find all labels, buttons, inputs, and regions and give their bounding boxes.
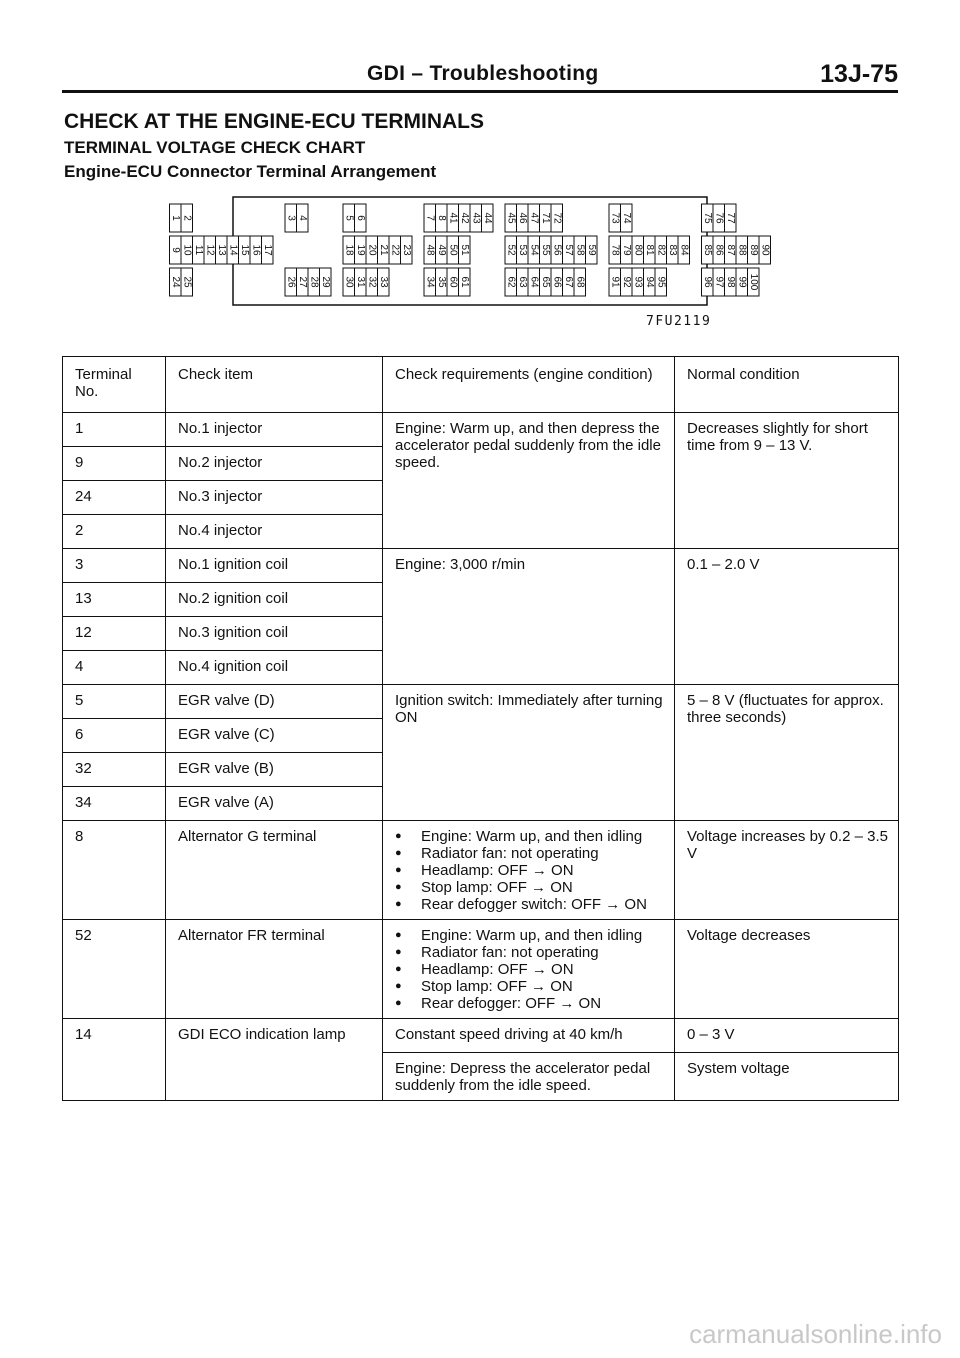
- terminal-pin-label: 44: [481, 212, 493, 224]
- terminal-cell: 34: [63, 787, 166, 821]
- terminal-pin-label: 80: [632, 244, 644, 256]
- table-row: [63, 920, 899, 1019]
- terminal-pin-label: 86: [713, 244, 725, 256]
- terminal-pin-label: 61: [458, 276, 470, 288]
- terminal-cell: 4: [63, 651, 166, 685]
- terminal-pin-label: 93: [632, 276, 644, 288]
- terminal-pin-label: 84: [678, 244, 690, 256]
- terminal-pin-label: 42: [458, 212, 470, 224]
- normal-condition-cell: Voltage increases by 0.2 – 3.5 V: [675, 821, 899, 920]
- check-item-cell: No.3 injector: [166, 481, 383, 515]
- terminal-pin-label: 24: [169, 276, 181, 288]
- terminal-pin-label: 8: [435, 215, 447, 221]
- terminal-pin-label: 32: [366, 276, 378, 288]
- terminal-pin-label: 68: [574, 276, 586, 288]
- requirement-item: ● Radiator fan: not operating: [395, 845, 666, 862]
- requirement-cell: Engine: Depress the accelerator pedal suddenly from the idle speed.: [383, 1053, 675, 1101]
- terminal-pin-label: 47: [528, 212, 540, 224]
- terminal-pin-label: 20: [366, 244, 378, 256]
- terminal-pin-label: 3: [285, 215, 297, 221]
- terminal-pin-label: 33: [377, 276, 389, 288]
- terminal-pin-label: 99: [736, 276, 748, 288]
- terminal-pin-label: 92: [620, 276, 632, 288]
- terminal-pin-label: 78: [609, 244, 621, 256]
- terminal-cell: 14: [63, 1019, 166, 1101]
- terminal-pin-label: 17: [261, 244, 273, 256]
- terminal-pin-label: 1: [169, 215, 181, 221]
- terminal-cell: 5: [63, 685, 166, 719]
- table-row: [63, 413, 899, 447]
- terminal-pin-label: 53: [516, 244, 528, 256]
- terminal-pin-label: 15: [238, 244, 250, 256]
- terminal-cell: 3: [63, 549, 166, 583]
- check-item-cell: GDI ECO indication lamp: [166, 1019, 383, 1101]
- terminal-pin-label: 4: [296, 215, 308, 221]
- terminal-pin-label: 6: [354, 215, 366, 221]
- page-number: 13J-75: [820, 60, 898, 88]
- terminal-pin-label: 27: [296, 276, 308, 288]
- check-item-cell: Alternator G terminal: [166, 821, 383, 920]
- header-check-item: Check item: [166, 357, 383, 413]
- normal-condition-cell: System voltage: [675, 1053, 899, 1101]
- terminal-pin-label: 90: [759, 244, 771, 256]
- terminal-pin-label: 58: [574, 244, 586, 256]
- requirement-item: ● Engine: Warm up, and then idling: [395, 828, 666, 845]
- terminal-pin-label: 26: [285, 276, 297, 288]
- terminal-pin-label: 81: [643, 244, 655, 256]
- check-item-cell: No.4 ignition coil: [166, 651, 383, 685]
- terminal-pin-label: 56: [551, 244, 563, 256]
- check-item-cell: Alternator FR terminal: [166, 920, 383, 1019]
- terminal-cell: 12: [63, 617, 166, 651]
- terminal-pin-label: 62: [505, 276, 517, 288]
- terminal-cell: 6: [63, 719, 166, 753]
- terminal-pin-label: 91: [609, 276, 621, 288]
- terminal-pin-label: 9: [169, 247, 181, 253]
- requirement-list: [395, 927, 666, 1012]
- terminal-pin-label: 65: [539, 276, 551, 288]
- terminal-pin-label: 31: [354, 276, 366, 288]
- terminal-pin-label: 79: [620, 244, 632, 256]
- terminal-pin-label: 45: [505, 212, 517, 224]
- terminal-pin-label: 100: [747, 273, 759, 291]
- table-row: [63, 685, 899, 719]
- terminal-pin-label: 83: [666, 244, 678, 256]
- terminal-pin-label: 97: [713, 276, 725, 288]
- terminal-pin-label: 59: [585, 244, 597, 256]
- terminal-pin-label: 55: [539, 244, 551, 256]
- terminal-cell: 52: [63, 920, 166, 1019]
- check-item-cell: EGR valve (A): [166, 787, 383, 821]
- terminal-pin-label: 10: [181, 244, 193, 256]
- terminal-cell: 13: [63, 583, 166, 617]
- check-item-cell: No.1 ignition coil: [166, 549, 383, 583]
- terminal-pin-label: 60: [447, 276, 459, 288]
- page-header: [62, 60, 898, 90]
- requirement-item: ● Headlamp: OFF → ON: [395, 862, 666, 879]
- terminal-cell: 32: [63, 753, 166, 787]
- terminal-pin-label: 5: [343, 215, 355, 221]
- requirement-item: ● Stop lamp: OFF → ON: [395, 978, 666, 995]
- header-rule: [62, 90, 898, 93]
- terminal-pin-label: 94: [643, 276, 655, 288]
- terminal-pin-label: 76: [713, 212, 725, 224]
- terminal-pin-label: 64: [528, 276, 540, 288]
- table-header-row: [63, 357, 899, 413]
- terminal-pin-label: 87: [724, 244, 736, 256]
- requirement-item: ● Stop lamp: OFF → ON: [395, 879, 666, 896]
- check-item-cell: No.3 ignition coil: [166, 617, 383, 651]
- check-item-cell: No.2 ignition coil: [166, 583, 383, 617]
- requirement-item: ● Rear defogger switch: OFF → ON: [395, 896, 666, 913]
- terminal-pin-label: 14: [227, 244, 239, 256]
- header-normal-condition: Normal condition: [675, 357, 899, 413]
- terminal-cell: 8: [63, 821, 166, 920]
- diagram-figure-id: 7FU2119: [646, 314, 712, 329]
- terminal-pin-label: 54: [528, 244, 540, 256]
- terminal-pin-label: 85: [701, 244, 713, 256]
- terminal-pin-label: 12: [204, 244, 216, 256]
- normal-condition-cell: 5 – 8 V (fluctuates for approx. three seconds): [675, 685, 899, 821]
- terminal-cell: 24: [63, 481, 166, 515]
- requirement-cell: Engine: 3,000 r/min: [383, 549, 675, 685]
- terminal-pin-label: 21: [377, 244, 389, 256]
- terminal-pin-label: 2: [181, 215, 193, 221]
- terminal-pin-label: 19: [354, 244, 366, 256]
- terminal-pin-label: 43: [470, 212, 482, 224]
- terminal-pin-label: 72: [551, 212, 563, 224]
- terminal-pin-label: 67: [562, 276, 574, 288]
- terminal-pin-label: 57: [562, 244, 574, 256]
- terminal-pin-label: 22: [389, 244, 401, 256]
- requirement-item: ● Engine: Warm up, and then idling: [395, 927, 666, 944]
- terminal-pin-label: 98: [724, 276, 736, 288]
- requirement-cell: Engine: Warm up, and then depress the accelerator pedal suddenly from the idle speed.: [383, 413, 675, 549]
- page-header-title: GDI – Troubleshooting: [367, 62, 599, 85]
- requirement-list: [395, 828, 666, 913]
- terminal-pin-label: 13: [215, 244, 227, 256]
- terminal-pin-label: 63: [516, 276, 528, 288]
- terminal-pin-label: 52: [505, 244, 517, 256]
- terminal-pin-label: 28: [308, 276, 320, 288]
- table-row: [63, 821, 899, 920]
- terminal-pin-label: 50: [447, 244, 459, 256]
- check-item-cell: No.4 injector: [166, 515, 383, 549]
- ecu-connector-diagram: [169, 196, 771, 306]
- normal-condition-cell: Voltage decreases: [675, 920, 899, 1019]
- terminal-pin-label: 51: [458, 244, 470, 256]
- check-item-cell: No.1 injector: [166, 413, 383, 447]
- normal-condition-cell: Decreases slightly for short time from 9 – 13 V.: [675, 413, 899, 549]
- terminal-pin-label: 41: [447, 212, 459, 224]
- terminal-cell: 2: [63, 515, 166, 549]
- terminal-pin-label: 48: [424, 244, 436, 256]
- diagram-title: Engine-ECU Connector Terminal Arrangement: [64, 162, 437, 181]
- requirement-cell: Ignition switch: Immediately after turning ON: [383, 685, 675, 821]
- terminal-pin-label: 75: [701, 212, 713, 224]
- requirement-cell: Constant speed driving at 40 km/h: [383, 1019, 675, 1053]
- terminal-pin-label: 73: [609, 212, 621, 224]
- terminal-pin-label: 18: [343, 244, 355, 256]
- terminal-cell: 9: [63, 447, 166, 481]
- check-item-cell: EGR valve (B): [166, 753, 383, 787]
- check-item-cell: EGR valve (C): [166, 719, 383, 753]
- terminal-pin-label: 11: [192, 244, 204, 256]
- terminal-pin-label: 30: [343, 276, 355, 288]
- normal-condition-cell: 0.1 – 2.0 V: [675, 549, 899, 685]
- table-row: [63, 549, 899, 583]
- terminal-pin-label: 71: [539, 212, 551, 224]
- requirement-cell: [383, 920, 675, 1019]
- requirement-cell: [383, 821, 675, 920]
- check-item-cell: EGR valve (D): [166, 685, 383, 719]
- terminal-voltage-chart: [62, 356, 899, 1101]
- terminal-pin-label: 77: [724, 212, 736, 224]
- terminal-pin-label: 46: [516, 212, 528, 224]
- terminal-pin-label: 66: [551, 276, 563, 288]
- terminal-pin-label: 96: [701, 276, 713, 288]
- requirement-item: ● Rear defogger: OFF → ON: [395, 995, 666, 1012]
- normal-condition-cell: 0 – 3 V: [675, 1019, 899, 1053]
- subsection-heading: TERMINAL VOLTAGE CHECK CHART: [64, 138, 366, 157]
- table-row: [63, 1019, 899, 1053]
- terminal-pin-label: 82: [655, 244, 667, 256]
- header-check-requirements: Check requirements (engine condition): [383, 357, 675, 413]
- terminal-cell: 1: [63, 413, 166, 447]
- terminal-pin-label: 23: [400, 244, 412, 256]
- section-heading: CHECK AT THE ENGINE-ECU TERMINALS: [64, 110, 484, 133]
- check-item-cell: No.2 injector: [166, 447, 383, 481]
- terminal-pin-label: 7: [424, 215, 436, 221]
- requirement-item: ● Radiator fan: not operating: [395, 944, 666, 961]
- watermark: carmanualsonline.info: [689, 1319, 942, 1349]
- terminal-pin-label: 89: [747, 244, 759, 256]
- terminal-pin-label: 29: [319, 276, 331, 288]
- terminal-pin-label: 74: [620, 212, 632, 224]
- terminal-pin-label: 35: [435, 276, 447, 288]
- terminal-pin-label: 25: [181, 276, 193, 288]
- header-terminal: Terminal No.: [63, 357, 166, 413]
- requirement-item: ● Headlamp: OFF → ON: [395, 961, 666, 978]
- terminal-pin-label: 95: [655, 276, 667, 288]
- terminal-pin-label: 49: [435, 244, 447, 256]
- terminal-pin-label: 16: [250, 244, 262, 256]
- terminal-pin-label: 88: [736, 244, 748, 256]
- terminal-pin-label: 34: [424, 276, 436, 288]
